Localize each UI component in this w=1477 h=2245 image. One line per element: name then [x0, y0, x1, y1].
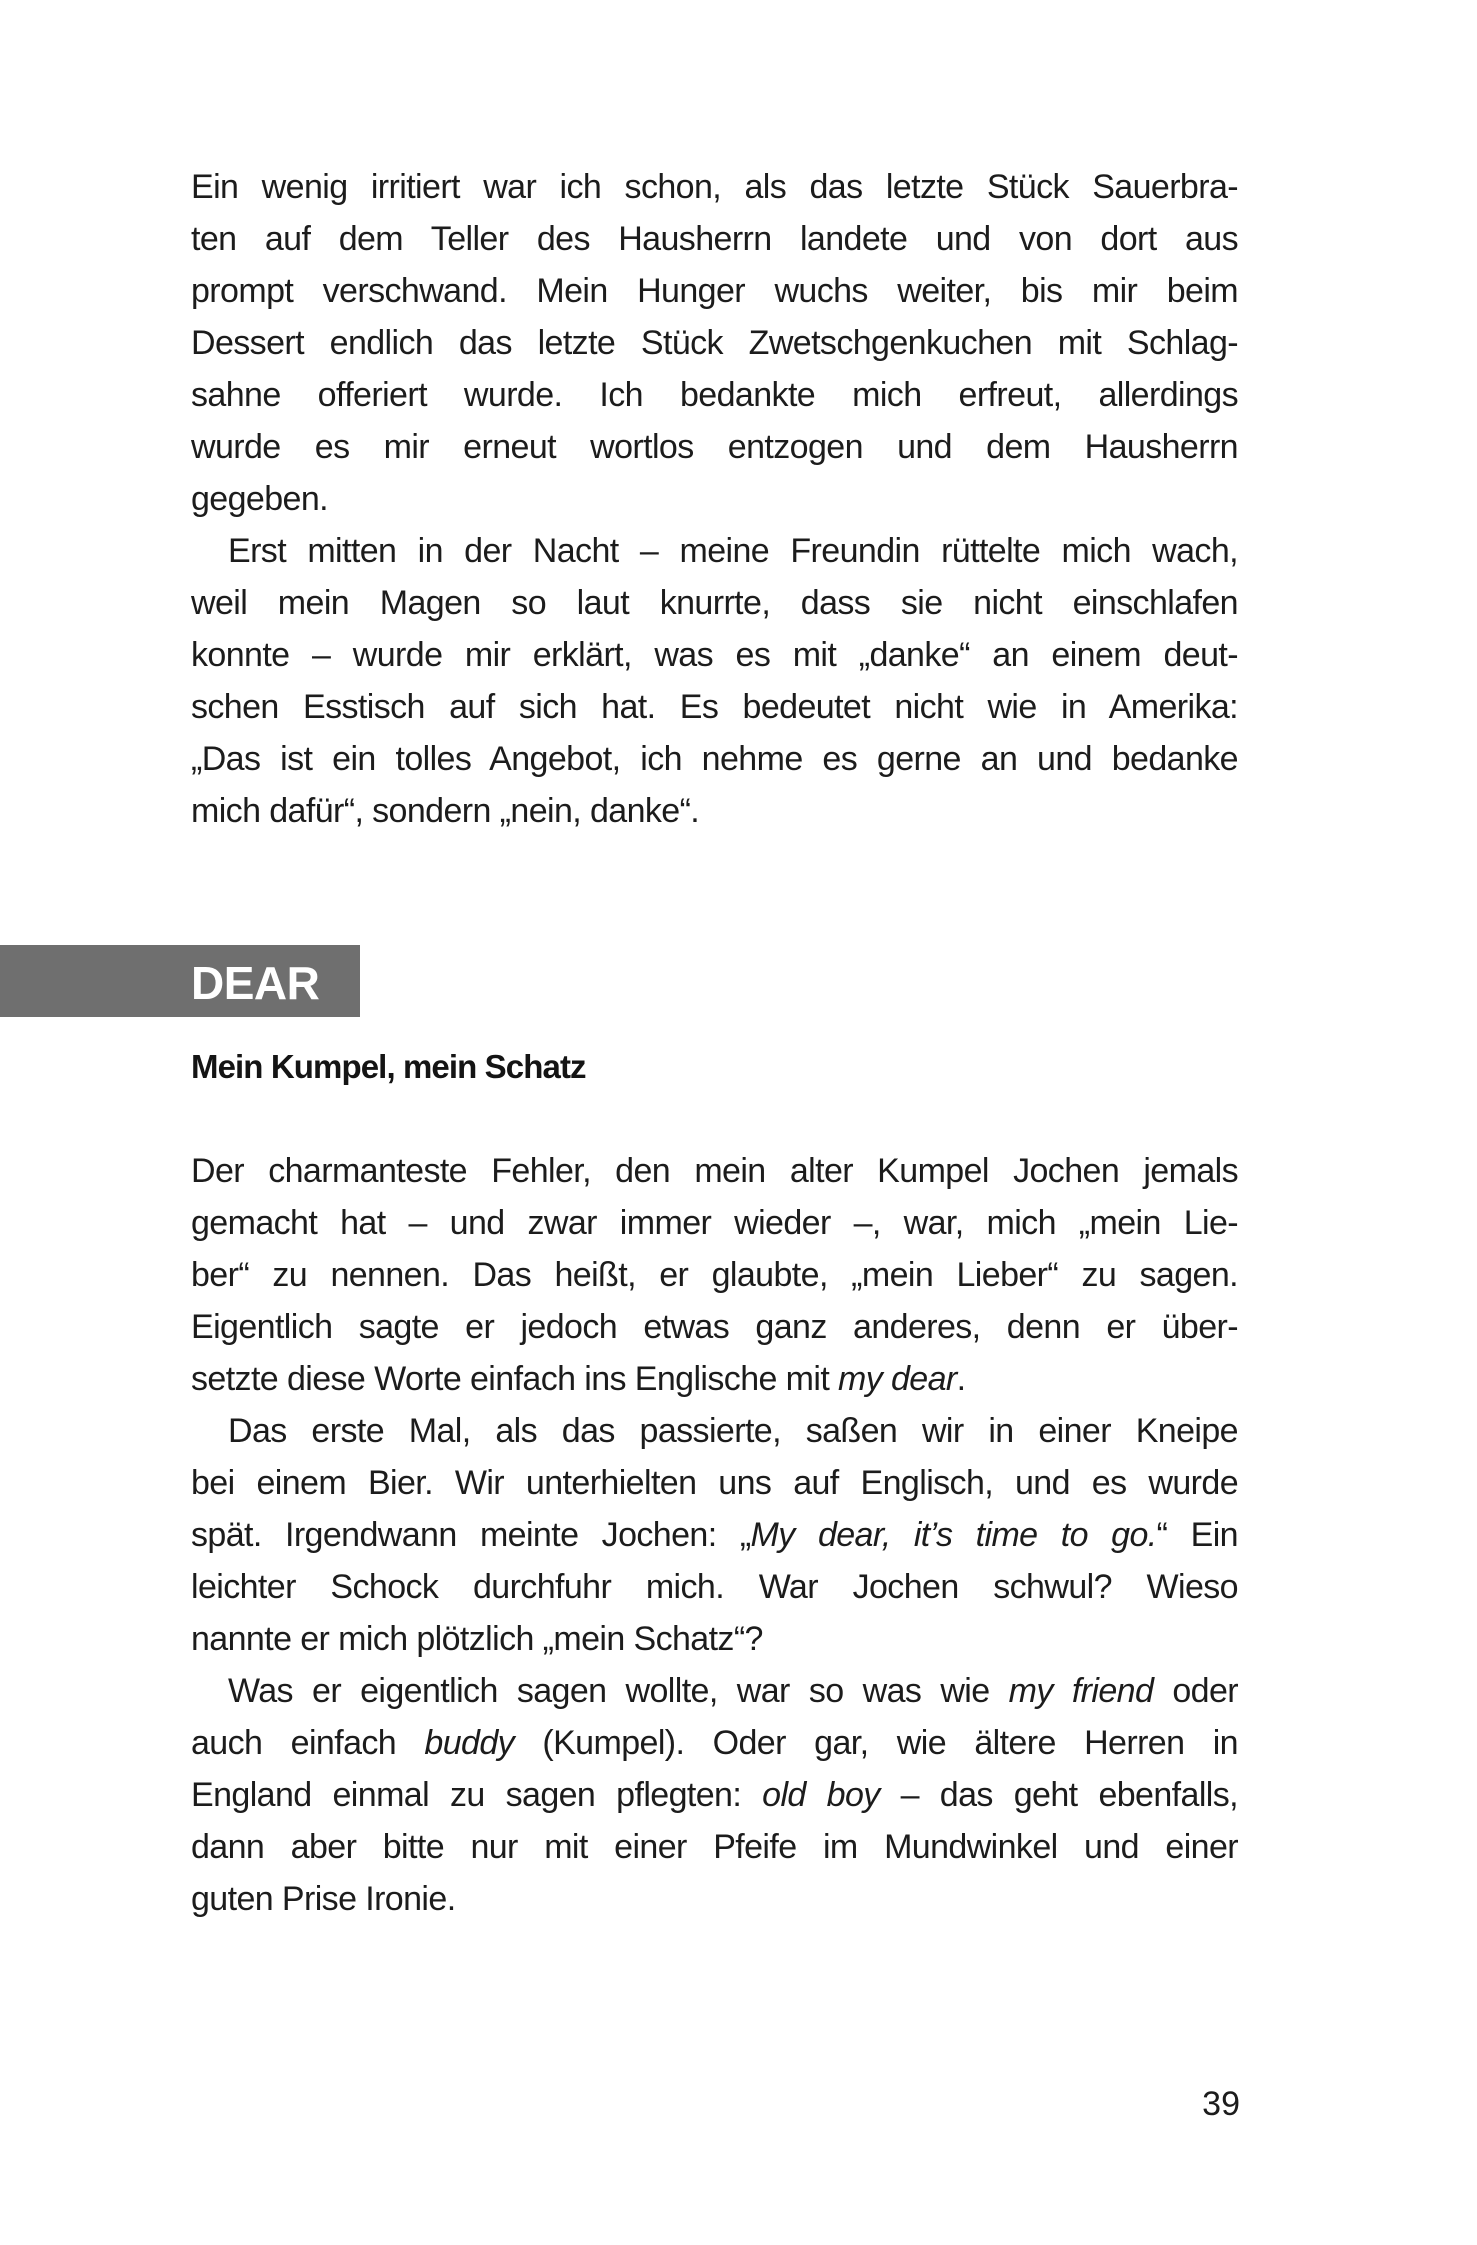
text-segment: – das geht ebenfalls,	[879, 1776, 1238, 1814]
text-segment: mich dafür“, sondern „nein, danke“.	[191, 792, 700, 830]
text-line	[191, 1717, 1238, 1769]
text-segment: dann aber bitte nur mit einer Pfeife im Mundwinkel und einer	[191, 1828, 1238, 1866]
italic-text: My dear, it’s time to go.	[750, 1516, 1157, 1554]
text-segment: setzte diese Worte einfach ins Englische mit	[191, 1360, 839, 1398]
text-segment: Ein wenig irritiert war ich schon, als das letzte Stück Sauerbra-	[191, 168, 1238, 206]
italic-text: my dear	[838, 1360, 957, 1398]
text-segment: gemacht hat – und zwar immer wieder –, war, mich „mein Lie-	[191, 1204, 1238, 1242]
text-segment: nannte er mich plötzlich „mein Schatz“?	[191, 1620, 763, 1658]
text-line	[191, 1301, 1238, 1353]
text-segment: sahne offeriert wurde. Ich bedankte mich erfreut, allerdings	[191, 376, 1238, 414]
text-line	[191, 785, 1238, 837]
text-line	[191, 1353, 1238, 1405]
intro-text-block	[191, 161, 1238, 837]
section-subtitle: Mein Kumpel, mein Schatz	[191, 1048, 586, 1085]
text-segment: England einmal zu sagen pflegten:	[191, 1776, 763, 1814]
italic-text: old boy	[762, 1776, 880, 1814]
text-line	[191, 161, 1238, 213]
section-banner	[0, 945, 360, 1017]
italic-text: my friend	[1008, 1672, 1154, 1710]
text-segment: schen Esstisch auf sich hat. Es bedeutet nicht wie in Amerika:	[191, 688, 1238, 726]
text-segment: konnte – wurde mir erklärt, was es mit „danke“ an einem deut-	[191, 636, 1238, 674]
text-segment: (Kumpel). Oder gar, wie ältere Herren in	[514, 1724, 1238, 1762]
text-line	[191, 1197, 1238, 1249]
text-line	[191, 629, 1238, 681]
text-line	[191, 1457, 1238, 1509]
text-segment: oder	[1153, 1672, 1239, 1710]
text-line	[191, 1561, 1238, 1613]
text-segment: bei einem Bier. Wir unterhielten uns auf Englisch, und es wurde	[191, 1464, 1238, 1502]
text-line	[191, 265, 1238, 317]
text-line	[191, 525, 1238, 577]
text-line	[191, 1145, 1238, 1197]
italic-text: buddy	[424, 1724, 515, 1762]
text-segment: guten Prise Ironie.	[191, 1880, 456, 1918]
text-segment: prompt verschwand. Mein Hunger wuchs weiter, bis mir beim	[191, 272, 1238, 310]
text-line	[191, 1405, 1238, 1457]
text-line	[191, 213, 1238, 265]
text-line	[191, 421, 1238, 473]
text-segment: gegeben.	[191, 480, 329, 518]
text-segment: spät. Irgendwann meinte Jochen: „	[191, 1516, 751, 1554]
text-line	[191, 317, 1238, 369]
text-line	[191, 1821, 1238, 1873]
text-segment: weil mein Magen so laut knurrte, dass sie nicht einschlafen	[191, 584, 1238, 622]
text-line	[191, 1613, 1238, 1665]
text-segment: leichter Schock durchfuhr mich. War Jochen schwul? Wieso	[191, 1568, 1238, 1606]
text-line	[191, 577, 1238, 629]
text-segment: Eigentlich sagte er jedoch etwas ganz anderes, denn er über-	[191, 1308, 1238, 1346]
text-line	[191, 733, 1238, 785]
text-segment: ber“ zu nennen. Das heißt, er glaubte, „mein Lieber“ zu sagen.	[191, 1256, 1238, 1294]
text-line	[191, 681, 1238, 733]
page-number: 39	[1202, 2085, 1240, 2123]
text-segment: auch einfach	[191, 1724, 425, 1762]
text-line	[191, 473, 1238, 525]
text-line	[191, 1769, 1238, 1821]
section-label: DEAR	[191, 957, 320, 1009]
text-line	[191, 1249, 1238, 1301]
text-segment: „Das ist ein tolles Angebot, ich nehme es gerne an und bedanke	[191, 740, 1238, 778]
text-segment: Das erste Mal, als das passierte, saßen wir in einer Kneipe	[228, 1412, 1238, 1450]
text-segment: .	[956, 1360, 966, 1398]
text-line	[191, 1873, 1238, 1925]
text-line	[191, 369, 1238, 421]
text-segment: Erst mitten in der Nacht – meine Freundin rüttelte mich wach,	[228, 532, 1238, 570]
text-segment: wurde es mir erneut wortlos entzogen und dem Hausherrn	[191, 428, 1238, 466]
text-line	[191, 1509, 1238, 1561]
text-segment: Was er eigentlich sagen wollte, war so was wie	[228, 1672, 1009, 1710]
text-segment: Dessert endlich das letzte Stück Zwetschgenkuchen mit Schlag-	[191, 324, 1238, 362]
text-segment: Der charmanteste Fehler, den mein alter Kumpel Jochen jemals	[191, 1152, 1238, 1190]
text-line	[191, 1665, 1238, 1717]
section-text-block	[191, 1145, 1238, 1925]
text-segment: ten auf dem Teller des Hausherrn landete und von dort aus	[191, 220, 1238, 258]
text-segment: “ Ein	[1156, 1516, 1238, 1554]
